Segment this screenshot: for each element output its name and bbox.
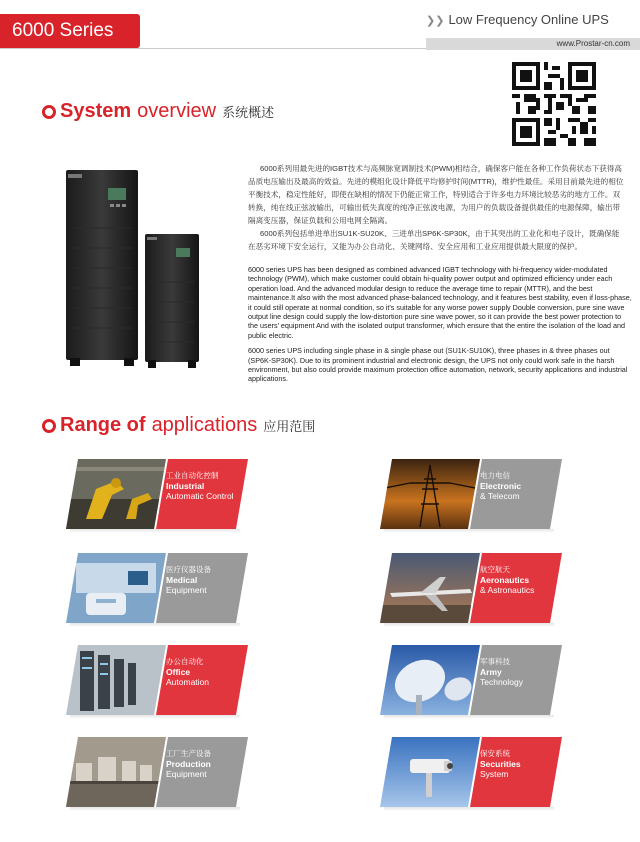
industrial-robot-photo	[66, 459, 166, 529]
double-chevron-icon: ❯❯	[426, 15, 445, 27]
website-url[interactable]: www.Prostar-cn.com	[426, 38, 640, 50]
card-label-rest: Technology	[480, 677, 524, 687]
card-label-rest: Automation	[166, 677, 209, 687]
overview-english-text	[248, 265, 632, 390]
ring-bullet-icon	[42, 419, 56, 433]
ups-tower-small-image	[142, 232, 202, 370]
card-shadow	[70, 715, 240, 719]
card-label-cn: 电力电信	[480, 471, 510, 480]
medical-equipment-photo	[66, 553, 166, 623]
card-label-cn: 办公自动化	[166, 657, 204, 666]
card-text	[166, 565, 211, 595]
title-chinese: 应用范围	[263, 419, 316, 434]
card-label-bold: Electronic	[480, 481, 522, 491]
airplane-photo	[380, 553, 480, 623]
server-room-photo	[66, 645, 166, 715]
card-text	[166, 749, 211, 779]
security-camera-photo	[380, 737, 480, 807]
card-shadow	[384, 715, 554, 719]
app-card-army[interactable]	[380, 645, 562, 715]
app-card-electronic[interactable]	[380, 459, 562, 529]
card-label-cn: 工业自动化控制	[166, 471, 219, 480]
system-overview-title	[42, 100, 274, 123]
title-chinese: 系统概述	[222, 105, 275, 120]
title-bold-word: System	[60, 100, 132, 122]
card-label-rest: Equipment	[166, 769, 207, 779]
card-label-rest: & Telecom	[480, 491, 520, 501]
card-shadow	[384, 623, 554, 627]
qr-code-icon[interactable]	[512, 62, 596, 146]
card-label-rest: Equipment	[166, 585, 207, 595]
card-shadow	[70, 623, 240, 627]
en-paragraph-1: 6000 series UPS has been designed as combined advanced IGBT technology with hi-frequency wider-modulated technology (PWM), which make customer could obtain hi-quality power output and optimized efficiency under each operation load. And the advanced modular design to reduce the average time to repair (MTTR), and the best maintenance.It also with the most advanced phase-balanced technology, and it features best stability, even if loss-phase, it could still operate at normal condition, so it's suitable for any worse power supply Double conversion, pure sine wave output line design could supply the low-distortion pure sine wave power, so it can provide the best power protection to the users' equipment And with the isolated output transformer, which ensure that the entire the isolation of the load and public electric.	[248, 265, 632, 340]
cn-paragraph-1: 6000系列用最先进的IGBT技术与高频脉宽调制技术(PWM)相结合，确保客户能在各种工作负荷状态下获得高品质电压输出及最高的效益。先进的模组化设计降低平均修护时间(MTTR)，维护性最佳。采用目前最先进的相位平衡技术，稳定性能好，即使在缺相的情况下仍能正常工作，特别适合于许多电力环境比较恶劣的地方工作。双转换，纯在线正弦波输出，可输出低失真度的纯净正弦波电源，为用户的负载设备提供最佳的电源保障，输出带隔离变压器，保证负载和公用电网全隔离。	[248, 164, 624, 225]
overview-chinese-text	[248, 162, 626, 253]
card-text	[166, 657, 209, 687]
card-shadow	[70, 529, 240, 533]
card-label-rest: System	[480, 769, 509, 779]
ring-bullet-icon	[42, 105, 56, 119]
card-label-bold: Production	[166, 759, 211, 769]
product-line-label: Low Frequency Online UPS	[448, 12, 609, 27]
title-rest-word: applications	[151, 414, 258, 436]
applications-title	[42, 414, 315, 437]
card-label-bold: Industrial	[166, 481, 205, 491]
app-card-industrial[interactable]	[66, 459, 248, 529]
radar-dish-photo	[380, 645, 480, 715]
card-shadow	[384, 807, 554, 811]
series-tab: 6000 Series	[0, 14, 140, 48]
app-card-medical[interactable]	[66, 553, 248, 623]
card-label-rest: & Astronautics	[480, 585, 535, 595]
card-text	[480, 749, 521, 779]
factory-line-photo	[66, 737, 166, 807]
title-bold-word: Range of	[60, 414, 146, 436]
app-card-aeronautics[interactable]	[380, 553, 562, 623]
product-line-title	[426, 12, 609, 27]
card-label-cn: 医疗仪器设备	[166, 565, 211, 574]
en-paragraph-2: 6000 series UPS including single phase in & single phase out (SU1K-SU10K), three phases in & three phases out (SP6K-SP30K). Due to its prominent industrial and electronic design, the UPS not only could work safe in the harsh environment, but also could provide maximum protection office automation, network, security applications and industrial applications.	[248, 346, 628, 384]
card-label-bold: Securities	[480, 759, 521, 769]
card-label-cn: 航空航天	[480, 565, 510, 574]
card-label-bold: Medical	[166, 575, 198, 585]
card-text	[166, 471, 234, 501]
app-card-office[interactable]	[66, 645, 248, 715]
card-label-bold: Office	[166, 667, 191, 677]
card-label-cn: 军事科技	[480, 657, 510, 666]
card-text	[480, 471, 521, 501]
card-label-bold: Aeronautics	[480, 575, 530, 585]
card-label-cn: 工厂生产设备	[166, 749, 211, 758]
cn-paragraph-2: 6000系列包括单进单出SU1K-SU20K、三进单出SP6K-SP30K，由于其突出的工业化和电子设计，既确保能在恶劣环境下安全运行，又能为办公自动化、关键网络、安全应用和工业应用提供最大限度的保护。	[248, 229, 620, 251]
app-card-production[interactable]	[66, 737, 248, 807]
card-text	[480, 657, 523, 687]
card-shadow	[70, 807, 240, 811]
card-label-rest: Automatic Control	[166, 491, 234, 501]
ups-tower-large-image	[62, 168, 142, 368]
card-text	[480, 565, 534, 595]
card-label-cn: 保安系统	[480, 749, 510, 758]
app-card-securities[interactable]	[380, 737, 562, 807]
title-rest-word: overview	[137, 100, 217, 122]
power-tower-photo	[380, 459, 480, 529]
card-label-bold: Army	[480, 667, 502, 677]
card-shadow	[384, 529, 554, 533]
